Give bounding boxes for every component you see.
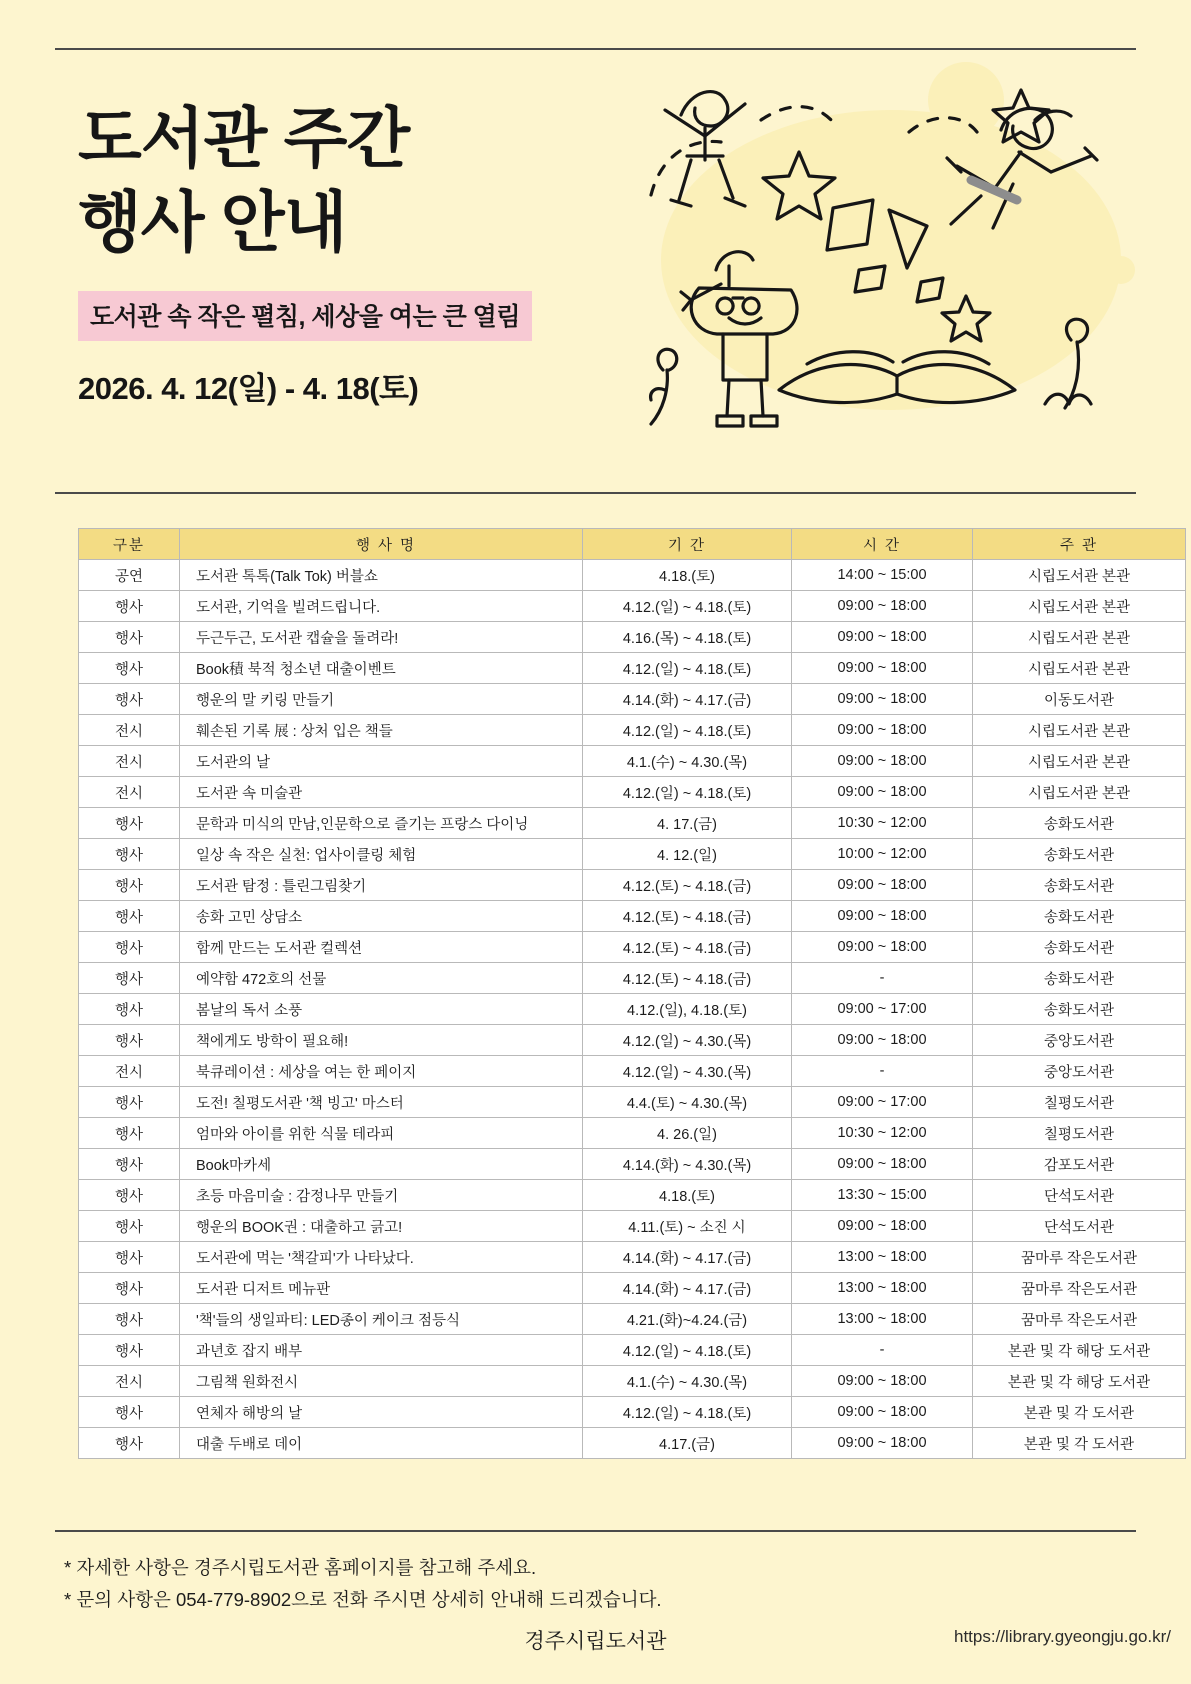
cell-host: 본관 및 각 도서관 (973, 1397, 1186, 1428)
cell-category: 행사 (79, 932, 180, 963)
cell-event-name: 도서관 디저트 메뉴판 (180, 1273, 583, 1304)
cell-event-name: 대출 두배로 데이 (180, 1428, 583, 1459)
cell-time: 09:00 ~ 18:00 (792, 932, 973, 963)
cell-category: 행사 (79, 1087, 180, 1118)
poster-subtitle: 도서관 속 작은 펼침, 세상을 여는 큰 열림 (78, 291, 532, 341)
cell-host: 송화도서관 (973, 963, 1186, 994)
cell-event-name: '책'들의 생일파티: LED종이 케이크 점등식 (180, 1304, 583, 1335)
table-row (79, 1149, 1186, 1180)
cell-category: 전시 (79, 715, 180, 746)
cell-host: 송화도서관 (973, 870, 1186, 901)
table-row (79, 963, 1186, 994)
cell-event-name: 도서관, 기억을 빌려드립니다. (180, 591, 583, 622)
table-row (79, 1118, 1186, 1149)
cell-time: 09:00 ~ 18:00 (792, 870, 973, 901)
cell-category: 행사 (79, 1242, 180, 1273)
cell-event-name: 함께 만드는 도서관 컬렉션 (180, 932, 583, 963)
table-row (79, 653, 1186, 684)
cell-category: 행사 (79, 1273, 180, 1304)
cell-host: 시립도서관 본관 (973, 653, 1186, 684)
cell-event-name: 문학과 미식의 만남,인문학으로 즐기는 프랑스 다이닝 (180, 808, 583, 839)
cell-host: 송화도서관 (973, 932, 1186, 963)
schedule-table-wrapper (78, 528, 1151, 1459)
cell-period: 4.16.(목) ~ 4.18.(토) (583, 622, 792, 653)
cell-period: 4.12.(토) ~ 4.18.(금) (583, 963, 792, 994)
cell-time: 09:00 ~ 18:00 (792, 1397, 973, 1428)
cell-time: - (792, 1056, 973, 1087)
cell-category: 행사 (79, 994, 180, 1025)
cell-period: 4.18.(토) (583, 1180, 792, 1211)
cell-category: 행사 (79, 1118, 180, 1149)
table-header-row (79, 529, 1186, 560)
footer-notes (64, 1552, 662, 1617)
table-row (79, 1273, 1186, 1304)
table-row (79, 1025, 1186, 1056)
cell-host: 칠평도서관 (973, 1087, 1186, 1118)
cell-category: 전시 (79, 746, 180, 777)
cell-category: 행사 (79, 591, 180, 622)
table-row (79, 591, 1186, 622)
cell-category: 행사 (79, 622, 180, 653)
cell-time: 09:00 ~ 17:00 (792, 1087, 973, 1118)
cell-time: 09:00 ~ 18:00 (792, 1366, 973, 1397)
cell-host: 본관 및 각 도서관 (973, 1428, 1186, 1459)
cell-period: 4.14.(화) ~ 4.17.(금) (583, 1242, 792, 1273)
poster-header (78, 96, 698, 408)
cell-event-name: 두근두근, 도서관 캡슐을 돌려라! (180, 622, 583, 653)
cell-period: 4.12.(일) ~ 4.30.(목) (583, 1025, 792, 1056)
cell-host: 시립도서관 본관 (973, 591, 1186, 622)
cell-host: 본관 및 각 해당 도서관 (973, 1335, 1186, 1366)
table-body (79, 560, 1186, 1459)
cell-time: 09:00 ~ 18:00 (792, 591, 973, 622)
cell-period: 4.14.(화) ~ 4.30.(목) (583, 1149, 792, 1180)
cell-time: 09:00 ~ 18:00 (792, 746, 973, 777)
cell-time: - (792, 1335, 973, 1366)
cell-period: 4.12.(일) ~ 4.18.(토) (583, 653, 792, 684)
column-header-event-name: 행 사 명 (180, 529, 583, 560)
cell-time: 09:00 ~ 18:00 (792, 1428, 973, 1459)
table-row (79, 684, 1186, 715)
cell-event-name: 봄날의 독서 소풍 (180, 994, 583, 1025)
cell-host: 송화도서관 (973, 839, 1186, 870)
table-row (79, 870, 1186, 901)
cell-period: 4. 17.(금) (583, 808, 792, 839)
cell-period: 4.4.(토) ~ 4.30.(목) (583, 1087, 792, 1118)
table-row (79, 1304, 1186, 1335)
cell-host: 중앙도서관 (973, 1056, 1186, 1087)
cell-host: 본관 및 각 해당 도서관 (973, 1366, 1186, 1397)
cell-category: 전시 (79, 1056, 180, 1087)
cell-event-name: 초등 마음미술 : 감정나무 만들기 (180, 1180, 583, 1211)
cell-time: 13:30 ~ 15:00 (792, 1180, 973, 1211)
cell-period: 4.14.(화) ~ 4.17.(금) (583, 1273, 792, 1304)
cell-event-name: 도서관 탐정 : 틀린그림찾기 (180, 870, 583, 901)
cell-event-name: 도서관의 날 (180, 746, 583, 777)
table-row (79, 1335, 1186, 1366)
cell-period: 4.1.(수) ~ 4.30.(목) (583, 746, 792, 777)
cell-event-name: 도서관에 먹는 '책갈피'가 나타났다. (180, 1242, 583, 1273)
cell-category: 행사 (79, 653, 180, 684)
cell-time: 13:00 ~ 18:00 (792, 1242, 973, 1273)
cell-period: 4.12.(일) ~ 4.18.(토) (583, 715, 792, 746)
column-header-period: 기 간 (583, 529, 792, 560)
cell-category: 행사 (79, 1211, 180, 1242)
cell-category: 행사 (79, 1397, 180, 1428)
cell-period: 4.14.(화) ~ 4.17.(금) (583, 684, 792, 715)
cell-period: 4.17.(금) (583, 1428, 792, 1459)
table-row (79, 777, 1186, 808)
cell-period: 4.12.(일) ~ 4.18.(토) (583, 777, 792, 808)
cell-host: 칠평도서관 (973, 1118, 1186, 1149)
cell-host: 시립도서관 본관 (973, 777, 1186, 808)
cell-host: 감포도서관 (973, 1149, 1186, 1180)
cell-period: 4.12.(일) ~ 4.30.(목) (583, 1056, 792, 1087)
cell-event-name: 도전! 칠평도서관 '책 빙고' 마스터 (180, 1087, 583, 1118)
cell-host: 꿈마루 작은도서관 (973, 1273, 1186, 1304)
page-title-line2: 행사 안내 (78, 185, 347, 260)
cell-event-name: Book積 북적 청소년 대출이벤트 (180, 653, 583, 684)
cell-time: 09:00 ~ 18:00 (792, 622, 973, 653)
cell-period: 4. 26.(일) (583, 1118, 792, 1149)
cell-time: 09:00 ~ 18:00 (792, 1211, 973, 1242)
cell-category: 행사 (79, 684, 180, 715)
table-row (79, 1366, 1186, 1397)
footer-note-1: * 자세한 사항은 경주시립도서관 홈페이지를 참고해 주세요. (64, 1557, 537, 1578)
cell-host: 송화도서관 (973, 901, 1186, 932)
column-header-category: 구분 (79, 529, 180, 560)
cell-period: 4.21.(화)~4.24.(금) (583, 1304, 792, 1335)
cell-event-name: 북큐레이션 : 세상을 여는 한 페이지 (180, 1056, 583, 1087)
cell-time: 09:00 ~ 18:00 (792, 777, 973, 808)
table-head (79, 529, 1186, 560)
cell-category: 행사 (79, 963, 180, 994)
column-header-host: 주 관 (973, 529, 1186, 560)
cell-event-name: 예약함 472호의 선물 (180, 963, 583, 994)
cell-event-name: 일상 속 작은 실천: 업사이클링 체험 (180, 839, 583, 870)
divider-bottom (55, 1530, 1136, 1532)
cell-host: 단석도서관 (973, 1180, 1186, 1211)
cell-category: 행사 (79, 808, 180, 839)
cell-event-name: 연체자 해방의 날 (180, 1397, 583, 1428)
cell-event-name: 엄마와 아이를 위한 식물 테라피 (180, 1118, 583, 1149)
table-row (79, 622, 1186, 653)
table-row (79, 932, 1186, 963)
table-row (79, 1242, 1186, 1273)
cell-period: 4.12.(일) ~ 4.18.(토) (583, 1335, 792, 1366)
cell-host: 시립도서관 본관 (973, 715, 1186, 746)
illustration (621, 60, 1151, 460)
cell-host: 시립도서관 본관 (973, 622, 1186, 653)
table-row (79, 746, 1186, 777)
cell-time: 10:30 ~ 12:00 (792, 808, 973, 839)
cell-time: 09:00 ~ 18:00 (792, 901, 973, 932)
cell-time: - (792, 963, 973, 994)
cell-time: 13:00 ~ 18:00 (792, 1304, 973, 1335)
cell-event-name: 그림책 원화전시 (180, 1366, 583, 1397)
cell-time: 14:00 ~ 15:00 (792, 560, 973, 591)
table-row (79, 901, 1186, 932)
cell-host: 꿈마루 작은도서관 (973, 1242, 1186, 1273)
cell-time: 09:00 ~ 18:00 (792, 653, 973, 684)
cell-category: 행사 (79, 1180, 180, 1211)
cell-event-name: 도서관 속 미술관 (180, 777, 583, 808)
cell-event-name: 도서관 톡톡(Talk Tok) 버블쇼 (180, 560, 583, 591)
cell-period: 4.12.(토) ~ 4.18.(금) (583, 870, 792, 901)
cell-host: 송화도서관 (973, 808, 1186, 839)
cell-time: 13:00 ~ 18:00 (792, 1273, 973, 1304)
cell-time: 09:00 ~ 18:00 (792, 1149, 973, 1180)
cell-period: 4.12.(토) ~ 4.18.(금) (583, 932, 792, 963)
cell-time: 09:00 ~ 17:00 (792, 994, 973, 1025)
footer-note-2: * 문의 사항은 054-779-8902으로 전화 주시면 상세히 안내해 드리겠습니다. (64, 1589, 662, 1611)
cell-period: 4.18.(토) (583, 560, 792, 591)
divider-middle (55, 492, 1136, 494)
page-title-line1: 도서관 주간 (78, 101, 410, 175)
cell-time: 09:00 ~ 18:00 (792, 1025, 973, 1056)
cell-host: 이동도서관 (973, 684, 1186, 715)
cell-event-name: 훼손된 기록 展 : 상처 입은 책들 (180, 715, 583, 746)
divider-top (55, 48, 1136, 50)
table-row (79, 1211, 1186, 1242)
cell-period: 4.12.(토) ~ 4.18.(금) (583, 901, 792, 932)
table-row (79, 1056, 1186, 1087)
event-daterange: 2026. 4. 12(일) - 4. 18(토) (78, 370, 419, 406)
cell-period: 4.12.(일) ~ 4.18.(토) (583, 1397, 792, 1428)
table-row (79, 839, 1186, 870)
cell-category: 전시 (79, 777, 180, 808)
footer-organization: 경주시립도서관 (524, 1630, 667, 1653)
table-row (79, 715, 1186, 746)
cell-period: 4.11.(토) ~ 소진 시 (583, 1211, 792, 1242)
table-row (79, 808, 1186, 839)
table-row (79, 1087, 1186, 1118)
cell-category: 행사 (79, 1335, 180, 1366)
table-row (79, 1428, 1186, 1459)
cell-host: 시립도서관 본관 (973, 560, 1186, 591)
table-row (79, 1397, 1186, 1428)
cell-category: 행사 (79, 1149, 180, 1180)
cell-category: 전시 (79, 1366, 180, 1397)
cell-period: 4.12.(일), 4.18.(토) (583, 994, 792, 1025)
cell-event-name: 과년호 잡지 배부 (180, 1335, 583, 1366)
cell-time: 09:00 ~ 18:00 (792, 684, 973, 715)
schedule-table (78, 528, 1186, 1459)
table-row (79, 1180, 1186, 1211)
cell-event-name: 송화 고민 상담소 (180, 901, 583, 932)
cell-event-name: 책에게도 방학이 필요해! (180, 1025, 583, 1056)
cell-event-name: 행운의 BOOK권 : 대출하고 긁고! (180, 1211, 583, 1242)
cell-period: 4.12.(일) ~ 4.18.(토) (583, 591, 792, 622)
cell-host: 송화도서관 (973, 994, 1186, 1025)
cell-period: 4. 12.(일) (583, 839, 792, 870)
cell-category: 행사 (79, 839, 180, 870)
cell-category: 공연 (79, 560, 180, 591)
table-row (79, 560, 1186, 591)
cell-category: 행사 (79, 1428, 180, 1459)
footer-website-url: https://library.gyeongju.go.kr/ (953, 1627, 1171, 1646)
cell-event-name: 행운의 말 키링 만들기 (180, 684, 583, 715)
cell-time: 10:30 ~ 12:00 (792, 1118, 973, 1149)
subtitle-wrapper (78, 291, 698, 341)
cell-category: 행사 (79, 1025, 180, 1056)
cell-time: 10:00 ~ 12:00 (792, 839, 973, 870)
cell-host: 시립도서관 본관 (973, 746, 1186, 777)
cell-period: 4.1.(수) ~ 4.30.(목) (583, 1366, 792, 1397)
table-row (79, 994, 1186, 1025)
cell-host: 단석도서관 (973, 1211, 1186, 1242)
cell-category: 행사 (79, 901, 180, 932)
cell-time: 09:00 ~ 18:00 (792, 715, 973, 746)
cell-host: 중앙도서관 (973, 1025, 1186, 1056)
cell-category: 행사 (79, 870, 180, 901)
cell-category: 행사 (79, 1304, 180, 1335)
column-header-time: 시 간 (792, 529, 973, 560)
cell-event-name: Book마카세 (180, 1149, 583, 1180)
cell-host: 꿈마루 작은도서관 (973, 1304, 1186, 1335)
